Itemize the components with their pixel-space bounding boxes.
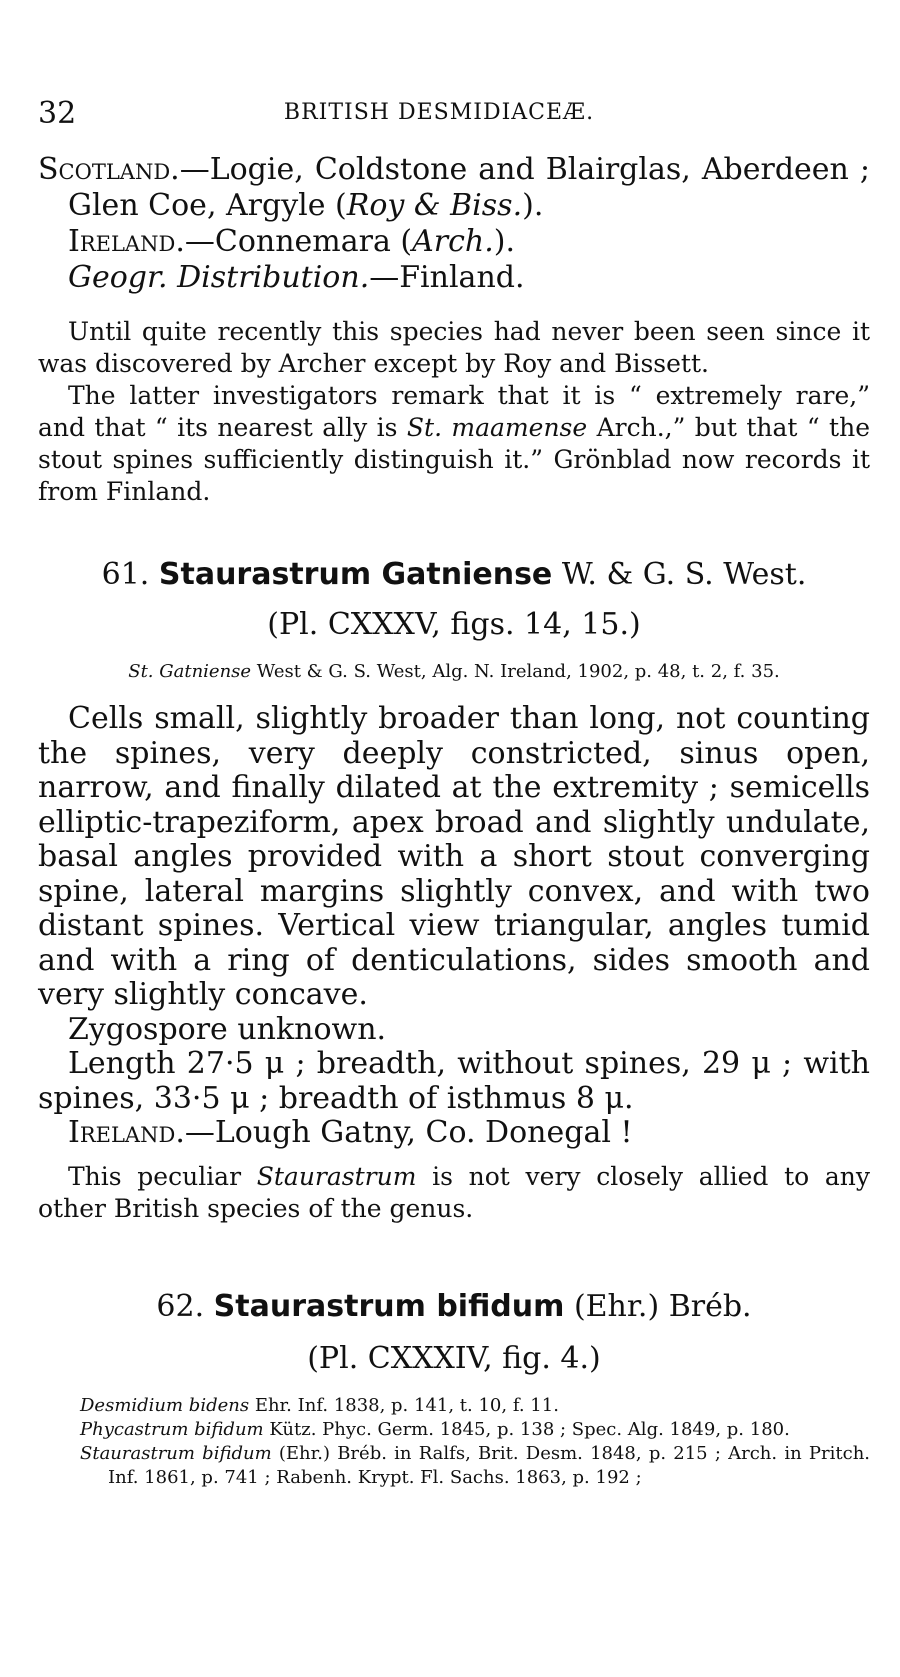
species-61-ireland-label: Ireland.	[68, 1115, 185, 1150]
distribution-section	[38, 152, 870, 296]
species-62-number: 62.	[156, 1289, 205, 1324]
species-61-note-a: This peculiar	[68, 1161, 257, 1191]
remark-paragraph-1: Until quite recently this species had never been seen since it was discovered by Archer except by Roy and Bissett.	[38, 317, 870, 378]
geogr-label: Geogr. Distribution.	[68, 260, 370, 295]
remark2-species: St. maamense	[406, 413, 588, 442]
remark2-part-a: The latter investigators remark that it is “ extremely rare,” and that “ its nearest ally is	[38, 381, 870, 442]
synonym-1-name: Desmidium bidens	[80, 1395, 250, 1416]
species-61-measurements: Length 27·5 μ ; breadth, without spines, 29 μ ; with spines, 33·5 μ ; breadth of isthmus 8 μ.	[38, 1046, 870, 1116]
species-61-name: Staurastrum Gatniense	[158, 557, 553, 592]
remark-paragraph-2	[38, 380, 870, 508]
running-title: BRITISH DESMIDIACEÆ.	[283, 100, 595, 125]
synonym-3-text: (Ehr.) Bréb. in Ralfs, Brit. Desm. 1848, p. 215 ; Arch. in Pritch. Inf. 1861, p. 741 ; Rabenh. Krypt. Fl. Sachs. 1863, p. 192 ;	[108, 1443, 871, 1488]
species-62-synonym-1	[38, 1394, 870, 1418]
remark2-part-c: Arch.,” but that “ the stout spines sufficiently distinguish it.” Grönblad now records it from Finland.	[38, 413, 870, 506]
ireland-text: —Connemara (	[184, 224, 413, 259]
remarks-section	[38, 316, 870, 508]
scotland-end: ).	[522, 188, 544, 223]
ireland-label: Ireland.	[68, 224, 185, 259]
geogr-line	[38, 260, 870, 296]
species-62-author: (Ehr.) Bréb.	[573, 1289, 752, 1324]
geogr-text: —Finland.	[369, 260, 525, 295]
synonym-2-text: Kütz. Phyc. Germ. 1845, p. 138 ; Spec. Alg. 1849, p. 180.	[263, 1419, 790, 1440]
species-61-ireland-text: —Lough Gatny, Co. Donegal !	[184, 1115, 633, 1150]
species-61-note	[38, 1161, 870, 1225]
species-61-plate: (Pl. CXXXV, figs. 14, 15.)	[267, 607, 641, 642]
scotland-label: Scotland.	[38, 152, 180, 187]
scotland-text: —Logie, Coldstone and Blairglas, Aberdeen ; Glen Coe, Argyle (	[68, 152, 870, 223]
page-header	[38, 96, 840, 132]
species-61-zygospore: Zygospore unknown.	[68, 1011, 387, 1047]
species-62-name: Staurastrum bifidum	[213, 1289, 565, 1324]
synonym-3-name: Staurastrum bifidum	[80, 1443, 272, 1464]
species-61-number: 61.	[101, 557, 150, 592]
species-62-heading	[38, 1288, 870, 1326]
species-62-synonym-3	[38, 1442, 870, 1490]
ireland-authority: Arch.	[412, 224, 494, 259]
species-62-synonyms	[38, 1394, 870, 1490]
species-61-ireland	[38, 1116, 870, 1151]
species-61-body	[38, 702, 870, 1225]
species-61-note-c: is not very closely allied to any other British species of the genus.	[38, 1161, 871, 1223]
species-61-author: W. & G. S. West.	[561, 557, 807, 592]
synonym-2-name: Phycastrum bifidum	[80, 1419, 264, 1440]
species-62-synonym-2	[38, 1418, 870, 1442]
ireland-end: ).	[493, 224, 515, 259]
species-61-synonym-name: St. Gatniense	[128, 661, 252, 682]
scotland-authority: Roy & Biss.	[346, 188, 523, 223]
synonym-1-text: Ehr. Inf. 1838, p. 141, t. 10, f. 11.	[249, 1395, 559, 1416]
species-61-description: Cells small, slightly broader than long, not counting the spines, very deeply constricted, sinus open, narrow, and finally dilated at the extremity ; semicells elliptic-trapeziform, apex broad and slightly undulate, basal angles provided with a short stout converging spine, lateral margins slightly convex, and with two distant spines. Vertical view triangular, angles tumid and with a ring of denticulations, sides smooth and very slightly concave.	[38, 701, 870, 1012]
species-61-synonym-text: West & G. S. West, Alg. N. Ireland, 1902, p. 48, t. 2, f. 35.	[251, 661, 780, 682]
species-61-heading	[38, 556, 870, 594]
species-62-plate: (Pl. CXXXIV, fig. 4.)	[307, 1341, 601, 1376]
page-number: 32	[38, 96, 77, 131]
ireland-line	[38, 224, 870, 260]
species-61-synonym	[38, 660, 870, 684]
scotland-line	[38, 152, 870, 224]
species-61-note-genus: Staurastrum	[256, 1161, 417, 1191]
